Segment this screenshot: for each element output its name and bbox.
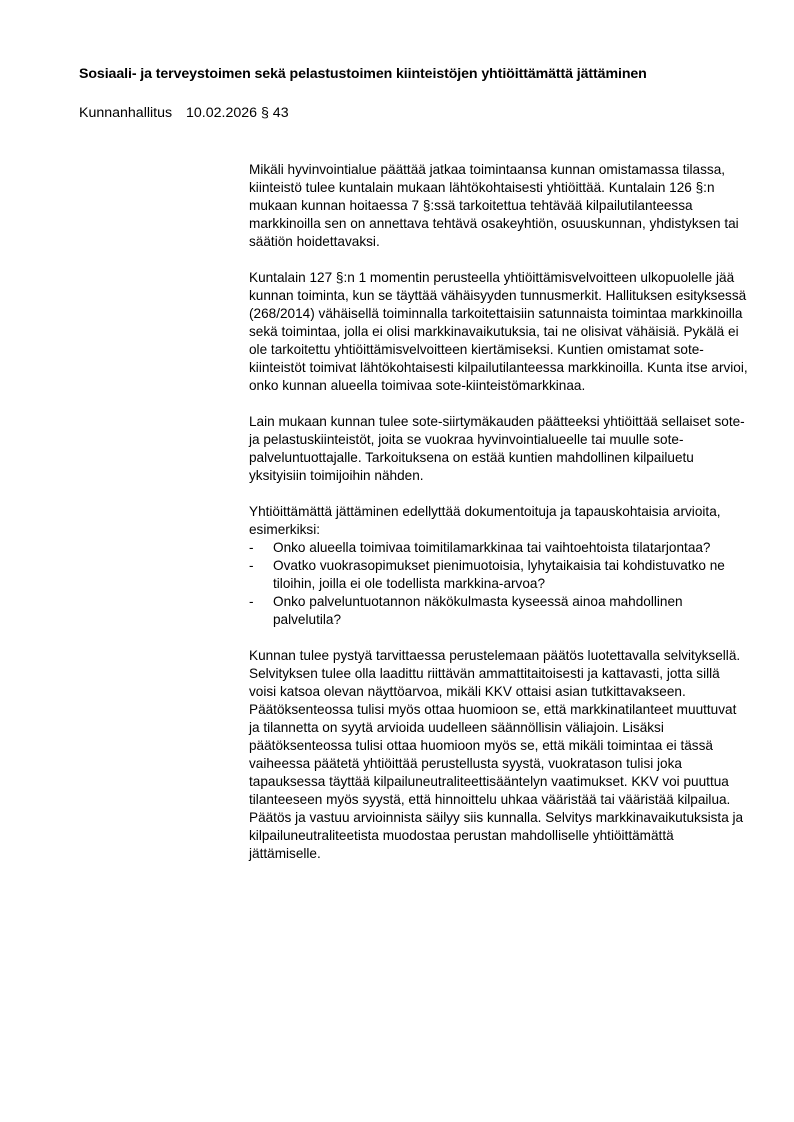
criteria-list (249, 539, 749, 629)
meeting-date-section: 10.02.2026 § 43 (186, 105, 289, 121)
paragraph: Kunnan tulee pystyä tarvittaessa perustelemaan päätös luotettavalla selvityksellä. Selvityksen tulee olla laadittu riittävän ammattitaitoisesti ja kattavasti, jotta sillä voisi katsoa olevan näyttöarvoa, mikäli KKV ottaisi asian tutkittavakseen. Päätöksenteossa tulisi myös ottaa huomioon se, että markkinatilanteet muuttuvat ja tilannetta on syytä arvioida uudelleen säännöllisin väliajoin. Lisäksi päätöksenteossa tulisi ottaa huomioon myös se, että mikäli toimintaa ei tässä vaiheessa päätetä yhtiöittää perustellusta syystä, vuokratason tulisi joka tapauksessa täyttää kilpailuneutraliteettisääntelyn vaatimukset. KKV voi puuttua tilanteeseen myös syystä, että hinnoittelu uhkaa vääristää tai vääristää kilpailua. Päätös ja vastuu arvioinnista säilyy siis kunnalla. Selvitys markkinavaikutuksista ja kilpailuneutraliteetista muodostaa perustan mahdolliselle yhtiöittämättä jättämiselle. (249, 648, 744, 861)
list-item (249, 557, 749, 593)
list-item-text: Ovatko vuokrasopimukset pienimuotoisia, lyhytaikaisia tai kohdistuvatko ne tiloihin, joilla ei ole todellista markkina-arvoa? (273, 558, 725, 591)
paragraph: Mikäli hyvinvointialue päättää jatkaa toimintaansa kunnan omistamassa tilassa, kiinteistö tulee kuntalain mukaan lähtökohtaisesti yhtiöittää. Kuntalain 126 §:n mukaan kunnan hoitaessa 7 §:ssä tarkoitettua tehtävää kilpailutilanteessa markkinoilla sen on annettava tehtävä osakeyhtiön, osuuskunnan, yhdistyksen tai säätiön hoidettavaksi. (249, 162, 739, 249)
list-marker: - (249, 558, 254, 573)
paragraph: Lain mukaan kunnan tulee sote-siirtymäkauden päätteeksi yhtiöittää sellaiset sote- ja pelastuskiinteistöt, joita se vuokraa hyvinvointialueelle tai muulle sote-palveluntuottajalle. Tarkoituksena on estää kuntien mahdollinen kilpailuetu yksityisiin toimijoihin nähden. (249, 414, 745, 483)
list-item-text: Onko alueella toimivaa toimitilamarkkinaa tai vaihtoehtoista tilatarjontaa? (273, 540, 711, 555)
list-item (249, 593, 749, 629)
list-marker: - (249, 540, 254, 555)
list-item (249, 539, 749, 557)
meeting-info (79, 105, 289, 121)
document-body (249, 161, 749, 881)
paragraph: Kuntalain 127 §:n 1 momentin perusteella yhtiöittämisvelvoitteen ulkopuolelle jää kunnan toiminta, kun se täyttää vähäisyyden tunnusmerkit. Hallituksen esityksessä (268/2014) vähäisellä toiminnalla tarkoitettaisiin satunnaista toimintaa markkinoilla sekä toimintaa, jolla ei olisi markkinavaikutuksia, tai ne olisivat vähäisiä. Pykälä ei ole tarkoitettu yhtiöittämisvelvoitteen kiertämiseksi. Kuntien omistamat sote-kiinteistöt toimivat lähtökohtaisesti kilpailutilanteessa markkinoilla. Kunta itse arvioi, onko kunnan alueella toimivaa sote-kiinteistömarkkinaa. (249, 270, 748, 393)
decision-body: Kunnanhallitus (79, 105, 173, 121)
paragraph: Yhtiöittämättä jättäminen edellyttää dokumentoituja ja tapauskohtaisia arvioita, esimerkiksi: (249, 504, 721, 537)
list-marker: - (249, 594, 254, 609)
list-item-text: Onko palveluntuotannon näkökulmasta kyseessä ainoa mahdollinen palvelutila? (273, 594, 683, 627)
document-title: Sosiaali- ja terveystoimen sekä pelastustoimen kiinteistöjen yhtiöittämättä jättäminen (79, 66, 647, 82)
